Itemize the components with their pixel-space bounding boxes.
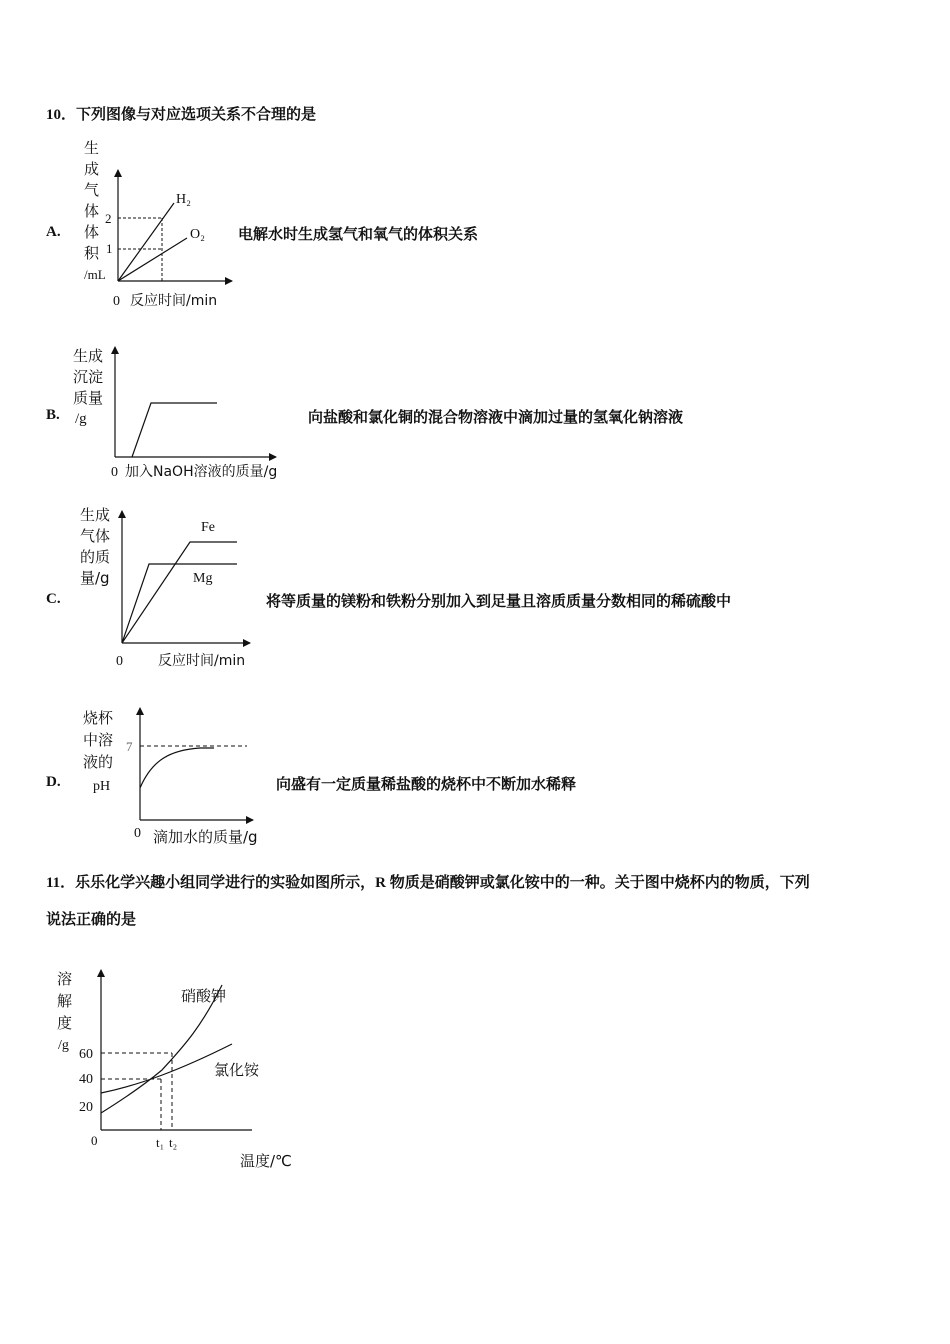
graph-c-series-fe: Fe bbox=[201, 520, 215, 535]
option-c-letter: C. bbox=[46, 591, 61, 607]
graph-q11-ytick-60: 60 bbox=[79, 1047, 93, 1062]
graph-a-ylabel-2: 气 bbox=[84, 181, 100, 199]
graph-q11-ylabel-1: 解 bbox=[57, 992, 73, 1010]
question-10-title: 10．下列图像与对应选项关系不合理的是 bbox=[46, 107, 317, 123]
graph-a-ylabel-3: 体 bbox=[84, 202, 100, 220]
graph-a-origin: 0 bbox=[113, 294, 120, 309]
option-d-letter: D. bbox=[46, 774, 61, 790]
graph-q11-xtick-t1: t₁ bbox=[156, 1135, 165, 1150]
graph-b-line-precipitate bbox=[132, 403, 217, 457]
graph-d bbox=[83, 708, 258, 846]
graph-c bbox=[80, 506, 250, 669]
graph-c-ylabel-1: 气体 bbox=[80, 527, 111, 545]
graph-q11-xlabel: 温度/℃ bbox=[240, 1152, 292, 1170]
graph-b-origin: 0 bbox=[111, 465, 118, 480]
graph-d-origin: 0 bbox=[134, 826, 141, 841]
graph-a-ylabel-5: 积 bbox=[84, 244, 100, 262]
option-d-description: 向盛有一定质量稀盐酸的烧杯中不断加水稀释 bbox=[276, 775, 577, 793]
graph-a-tick-1: 1 bbox=[106, 241, 113, 256]
graph-q11-solubility bbox=[57, 970, 292, 1170]
option-a-letter: A. bbox=[46, 224, 61, 240]
graph-d-ylabel-1: 中溶 bbox=[83, 731, 114, 749]
question-11-title-line1: 11．乐乐化学兴趣小组同学进行的实验如图所示，R 物质是硝酸钾或氯化铵中的一种。关于图中烧杯内的物质，下列 bbox=[46, 875, 810, 891]
graph-c-ylabel-3: 量/g bbox=[80, 569, 110, 587]
graph-d-ylabel-0: 烧杯 bbox=[83, 709, 114, 727]
graph-a-tick-2: 2 bbox=[105, 211, 112, 226]
graph-a-ylabel-1: 成 bbox=[84, 160, 100, 178]
graph-a-xlabel: 反应时间/min bbox=[130, 293, 218, 309]
graph-q11-origin: 0 bbox=[91, 1133, 98, 1148]
graph-d-tick-7: 7 bbox=[126, 739, 133, 754]
graph-a bbox=[84, 139, 232, 309]
graph-d-xlabel: 滴加水的质量/g bbox=[153, 828, 258, 846]
graph-d-curve-ph bbox=[140, 748, 214, 788]
graph-q11-ylabel-3: /g bbox=[58, 1038, 69, 1053]
graph-q11-ytick-20: 20 bbox=[79, 1100, 93, 1115]
graph-c-series-mg: Mg bbox=[193, 571, 213, 586]
graph-q11-ytick-40: 40 bbox=[79, 1072, 93, 1087]
option-a-description: 电解水时生成氢气和氧气的体积关系 bbox=[238, 225, 479, 243]
graph-q11-ylabel-0: 溶 bbox=[57, 970, 73, 988]
graph-c-ylabel-0: 生成 bbox=[80, 506, 111, 524]
graph-d-ylabel-3: pH bbox=[93, 779, 111, 794]
graph-a-line-o2 bbox=[118, 238, 187, 281]
graph-a-ylabel-4: 体 bbox=[84, 223, 100, 241]
graph-b-ylabel-1: 沉淀 bbox=[73, 368, 104, 386]
graph-a-series-h2: H₂ bbox=[176, 192, 191, 207]
graph-b-ylabel-2: 质量 bbox=[73, 389, 104, 407]
graph-b-xlabel: 加入NaOH溶液的质量/g bbox=[125, 464, 278, 480]
graph-c-ylabel-2: 的质 bbox=[80, 548, 111, 566]
graph-q11-ylabel-2: 度 bbox=[57, 1014, 73, 1032]
option-b-description: 向盐酸和氯化铜的混合物溶液中滴加过量的氢氧化钠溶液 bbox=[308, 408, 684, 426]
option-b-letter: B. bbox=[46, 407, 60, 423]
question-11-title-line2: 说法正确的是 bbox=[46, 912, 137, 928]
graph-b bbox=[73, 347, 277, 480]
graph-q11-series-kno3: 硝酸钾 bbox=[181, 987, 227, 1005]
graph-c-xlabel: 反应时间/min bbox=[158, 653, 246, 669]
graph-c-line-mg bbox=[122, 564, 237, 643]
graph-c-origin: 0 bbox=[116, 654, 123, 669]
graph-a-line-h2 bbox=[118, 203, 174, 281]
option-c-description: 将等质量的镁粉和铁粉分别加入到足量且溶质质量分数相同的稀硫酸中 bbox=[266, 592, 732, 610]
graph-q11-series-nh4cl: 氯化铵 bbox=[214, 1061, 260, 1079]
graph-d-ylabel-2: 液的 bbox=[83, 753, 114, 771]
graph-a-series-o2: O₂ bbox=[190, 227, 205, 242]
graph-q11-xtick-t2: t₂ bbox=[169, 1135, 178, 1150]
graph-b-ylabel-3: /g bbox=[75, 411, 87, 427]
graph-a-ylabel-0: 生 bbox=[84, 139, 100, 157]
graph-a-ylabel-6: /mL bbox=[84, 267, 106, 282]
graph-q11-curve-nh4cl bbox=[101, 1044, 232, 1093]
graph-b-ylabel-0: 生成 bbox=[73, 347, 104, 365]
